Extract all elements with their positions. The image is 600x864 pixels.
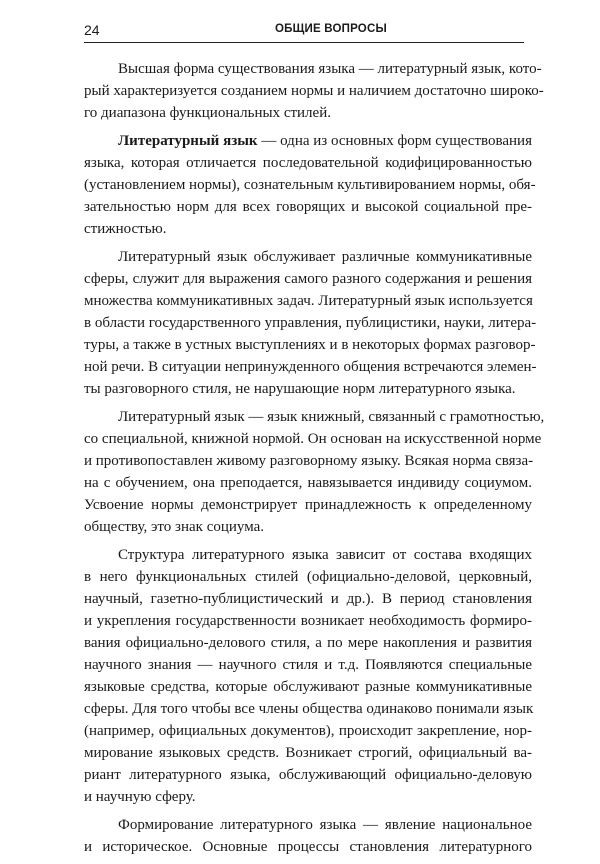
text-line: (например, официальных документов), происходит закрепление, нор- [84,723,532,739]
text-line: обществу, это знак социума. [84,519,264,535]
text-body [84,58,545,864]
text-line: рый характеризуется созданием нормы и наличием достаточно широко- [84,83,544,99]
text-line: Литературный язык обслуживает различные коммуникативные [118,249,532,265]
text-line: риант литературного языка, обслуживающий официально-деловую [84,767,532,783]
paragraph-4 [84,406,545,538]
text-line [84,130,532,152]
text-line: на с обучением, она преподается, навязывается индивиду социумом. [84,475,532,491]
text-line: и научную сферу. [84,789,196,805]
text-fragment: — одна из основных форм существования [257,133,532,149]
text-line: и историческое. Основные процессы становления литературного [84,839,532,855]
text-line: ты разговорного стиля, не нарушающие норм литературного языка. [84,381,516,397]
text-line: зательностью норм для всех говорящих и высокой социальной пре- [84,199,532,215]
paragraph-2 [84,130,536,240]
text-line: в него функциональных стилей (официально-деловой, церковный, [84,569,532,585]
text-line: Структура литературного языка зависит от состава входящих [118,547,532,563]
text-line: мирование языковых средств. Возникает строгий, официальный ва- [84,745,532,761]
running-head: ОБЩИЕ ВОПРОСЫ [275,23,387,35]
text-line: научный, газетно-публицистический и др.). В период становления [84,591,532,607]
text-line: сферы, служит для выражения самого разного содержания и решения [84,271,532,287]
text-line: стижностью. [84,221,167,237]
paragraph-3 [84,246,537,400]
text-line: Высшая форма существования языка — литературный язык, кото- [118,61,542,77]
defined-term: Литературный язык [118,133,258,149]
paragraph-5 [84,544,532,808]
text-line: со специальной, книжной нормой. Он основан на искусственной норме [84,431,542,447]
text-line: сферы. Для того чтобы все члены общества одинаково понимали язык [84,701,534,717]
text-line: Литературный язык — язык книжный, связанный с грамотностью, [118,409,545,425]
text-line: научного знания — научного стиля и т.д. Появляются специальные [84,657,532,673]
text-line: и укрепления государственности возникает необходимость формиро- [84,613,532,629]
text-line: Усвоение нормы демонстрирует принадлежность к определенному [84,497,532,513]
page-header [84,22,524,43]
text-line: туры, а также в устных выступлениях и в некоторых формах разговор- [84,337,536,353]
text-line: го диапазона функциональных стилей. [84,105,331,121]
text-line: в области государственного управления, публицистики, науки, литера- [84,315,537,331]
text-line: вания официально-делового стиля, а по мере накопления и развития [84,635,532,651]
paragraph-1 [84,58,544,124]
text-line: языка, которая отличается последовательной кодифицированностью [84,155,532,171]
text-line: Формирование литературного языка — явление национальное [118,817,532,833]
text-line: и противопоставлен живому разговорному языку. Всякая норма связа- [84,453,534,469]
text-line: множества коммуникативных задач. Литературный язык используется [84,293,533,309]
paragraph-6 [84,814,532,858]
text-line: (установлением нормы), сознательным культивированием нормы, обя- [84,177,536,193]
text-line: языковые средства, которые обслуживают разные коммуникативные [84,679,532,695]
page-number: 24 [84,22,100,38]
text-line: ной речи. В ситуации непринужденного общения встречаются элемен- [84,359,537,375]
